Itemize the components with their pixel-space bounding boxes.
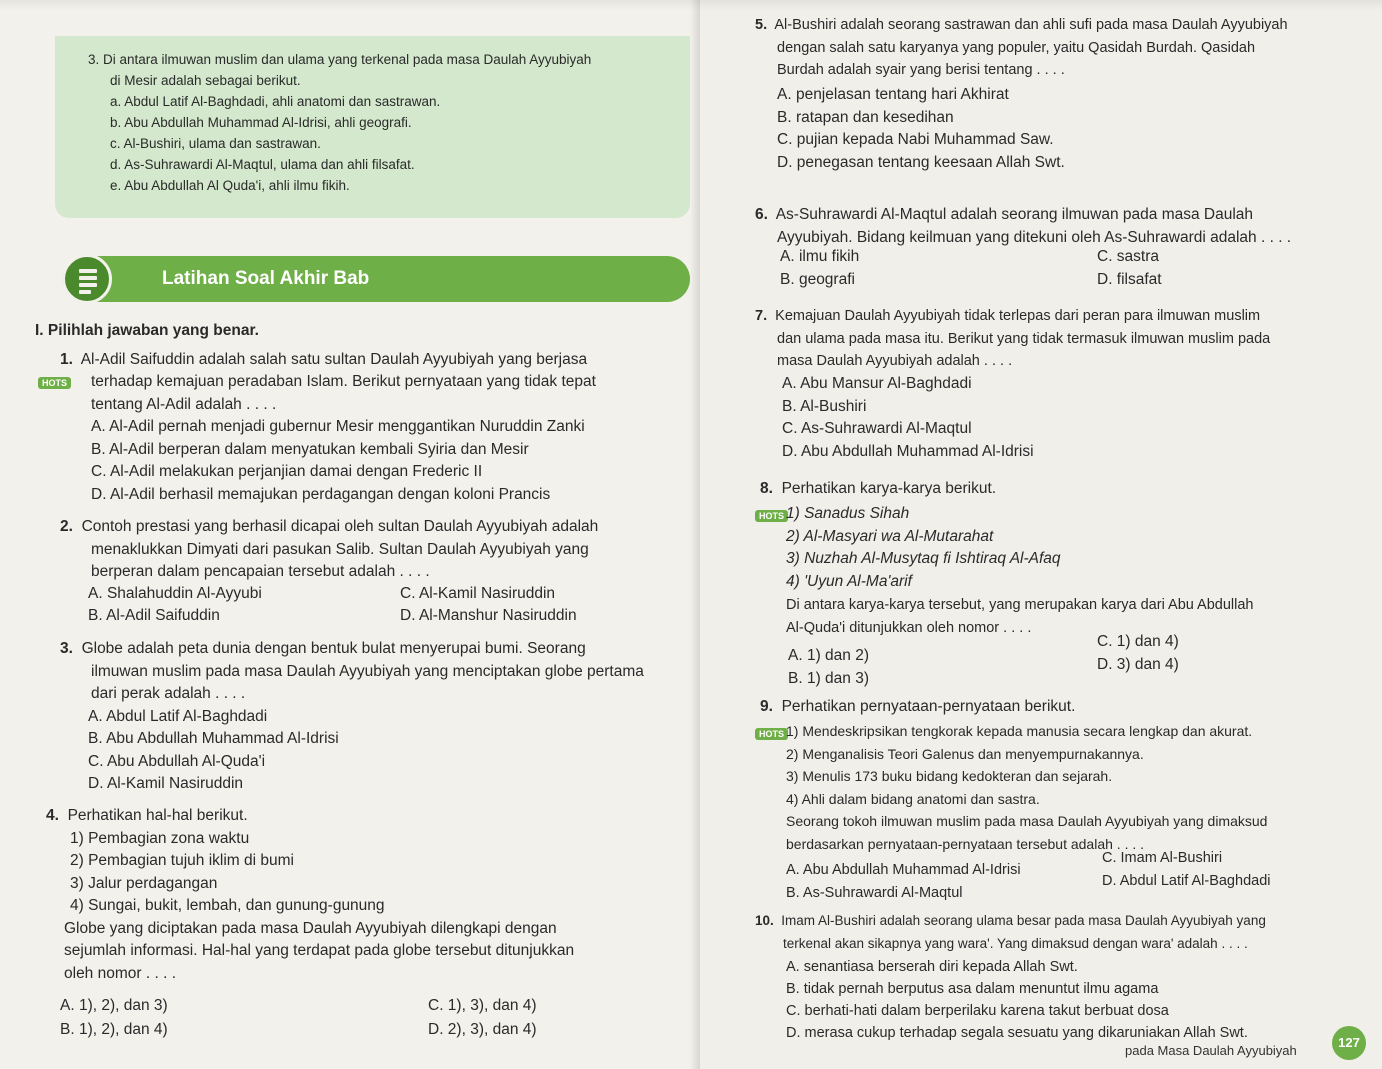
option: C. Al-Adil melakukan perjanjian damai dengan Frederic II [91, 463, 483, 480]
option: C. Imam Al-Bushiri [1102, 850, 1223, 866]
list-item: 1) Mendeskripsikan tengkorak kepada manusia secara lengkap dan akurat. [786, 723, 1253, 739]
option: B. 1) dan 3) [788, 670, 869, 687]
list-item: 2) Menganalisis Teori Galenus dan menyempurnakannya. [786, 745, 1144, 762]
recap-item: c. Al-Bushiri, ulama dan sastrawan. [110, 136, 321, 151]
option: B. Al-Adil Saifuddin [88, 607, 220, 624]
option: C. pujian kepada Nabi Muhammad Saw. [777, 131, 1054, 148]
option: D. Al-Adil berhasil memajukan perdagangan dengan koloni Prancis [91, 485, 551, 503]
option: B. tidak pernah berputus asa dalam menuntut ilmu agama [786, 981, 1159, 997]
recap-item: a. Abdul Latif Al-Baghdadi, ahli anatomi dan sastrawan. [110, 94, 441, 109]
recap-question: 3. Di antara ilmuwan muslim dan ulama yang terkenal pada masa Daulah Ayyubiyah di Mesir adalah sebagai berikut. a. Abdul Latif Al-Baghdadi, ahli anatomi dan sastrawan. b. Abu Abdullah Muhammad Al-Idrisi, ahli geografi. c. Al-Bushiri, ulama dan sastrawan. d. As-Suhrawardi Al-Maqtul, ulama dan ahli filsafat. e. Abu Abdullah Al Quda'i, ahli ilmu fikih. [88, 49, 591, 196]
recap-item: b. Abu Abdullah Muhammad Al-Idrisi, ahli geografi. [110, 115, 412, 130]
option: B. Abu Abdullah Muhammad Al-Idrisi [88, 730, 339, 747]
option: B. 1), 2), dan 4) [60, 1021, 168, 1038]
option: A. 1) dan 2) [788, 647, 869, 664]
recap-box [55, 36, 690, 218]
section-heading: I. Pilihlah jawaban yang benar. [35, 322, 259, 339]
question-6: 6. As-Suhrawardi Al-Maqtul adalah seorang ilmuwan pada masa Daulah Ayyubiyah. Bidang keilmuan yang ditekuni oleh As-Suhrawardi adalah . . . . [755, 206, 1292, 246]
option: C. 1), 3), dan 4) [428, 997, 537, 1014]
section-banner [62, 256, 690, 302]
option: C. Al-Kamil Nasiruddin [400, 585, 556, 602]
option: A. Abu Abdullah Muhammad Al-Idrisi [786, 862, 1021, 878]
option: D. penegasan tentang keesaan Allah Swt. [777, 153, 1065, 171]
option: A. Abdul Latif Al-Baghdadi [88, 707, 268, 725]
option: A. senantiasa berserah diri kepada Allah Swt. [786, 959, 1078, 975]
list-item: 4) 'Uyun Al-Ma'arif [786, 572, 912, 590]
left-page: 3. Di antara ilmuwan muslim dan ulama yang terkenal pada masa Daulah Ayyubiyah di Mesir adalah sebagai berikut. a. Abdul Latif Al-Baghdadi, ahli anatomi dan sastrawan. b. Abu Abdullah Muhammad Al-Idrisi, ahli geografi. c. Al-Bushiri, ulama dan sastrawan. d. As-Suhrawardi Al-Maqtul, ulama dan ahli filsafat. e. Abu Abdullah Al Quda'i, ahli ilmu fikih. Latihan Soal Akhir Bab I. Pilihlah jawaban yang benar. 1. Al-Adil Saifuddin adalah salah satu sultan Daulah Ayyubiyah yang berjasa HOTS terhadap kemajuan peradaban Islam. Berikut pernyataan yang tidak tepat tentang Al-Adil adalah . . . . A. Al-Adil pernah menjadi gubernur Mesir menggantikan Nuruddin Zanki B. Al-Adil berperan dalam menyatukan kembali Syiria dan Mesir C. Al-Adil melakukan perjanjian damai dengan Frederic II D. Al-Adil berhasil memajukan perdagangan dengan koloni Prancis 2. Contoh prestasi yang berhasil dicapai oleh sultan Daulah Ayyubiyah adalah menaklukkan Dimyati dari pasukan Salib. Sultan Daulah Ayyubiyah yang berperan dalam pencapaian tersebut adalah . . . . A. Shalahuddin Al-Ayyubi B. Al-Adil Saifuddin C. Al-Kamil Nasiruddin D. Al-Manshur Nasiruddin 3. Globe adalah peta dunia dengan bentuk bulat menyerupai bumi. Seorang ilmuwan muslim pada masa Daulah Ayyubiyah yang menciptakan globe pertama dari perak adalah . . . . A. Abdul Latif Al-Baghdadi B. Abu Abdullah Muhammad Al-Idrisi C. Abu Abdullah Al-Quda'i D. Al-Kamil Nasiruddin 4. Perhatikan hal-hal berikut. 1) Pembagian zona waktu 2) Pembagian tujuh iklim di bumi 3) Jalur perdagangan 4) Sungai, bukit, lembah, dan gunung-gunung Globe yang diciptakan pada masa Daulah Ayyubiyah dilengkapi dengan sejumlah informasi. Hal-hal yang terdapat pada globe tersebut ditunjukkan oleh nomor . . . . A. 1), 2), dan 3) B. 1), 2), dan 4) C. 1), 3), dan 4) D. 2), 3), dan 4) [0, 0, 700, 1069]
question-9: 9. Perhatikan pernyataan-pernyataan berikut. [760, 698, 1076, 715]
option: B. geografi [780, 271, 855, 288]
hots-badge: HOTS [755, 728, 788, 740]
list-item: 2) Al-Masyari wa Al-Mutarahat [786, 527, 994, 545]
option: A. 1), 2), dan 3) [60, 997, 168, 1014]
question-3: 3. Globe adalah peta dunia dengan bentuk bulat menyerupai bumi. Seorang ilmuwan muslim pada masa Daulah Ayyubiyah yang menciptakan globe pertama dari perak adalah . . . . A. Abdul Latif Al-Baghdadi B. Abu Abdullah Muhammad Al-Idrisi C. Abu Abdullah Al-Quda'i D. Al-Kamil Nasiruddin [60, 638, 644, 796]
right-page: 5. Al-Bushiri adalah seorang sastrawan dan ahli sufi pada masa Daulah Ayyubiyah dengan salah satu karyanya yang populer, yaitu Qasidah Burdah. Qasidah Burdah adalah syair yang berisi tentang . . . . A. penjelasan tentang hari Akhirat B. ratapan dan kesedihan C. pujian kepada Nabi Muhammad Saw. D. penegasan tentang keesaan Allah Swt. 6. As-Suhrawardi Al-Maqtul adalah seorang ilmuwan pada masa Daulah Ayyubiyah. Bidang keilmuan yang ditekuni oleh As-Suhrawardi adalah . . . . A. ilmu fikih B. geografi C. sastra D. filsafat 7. Kemajuan Daulah Ayyubiyah tidak terlepas dari peran para ilmuwan muslim dan ulama pada masa itu. Berikut yang tidak termasuk ilmuwan muslim pada masa Daulah Ayyubiyah adalah . . . . A. Abu Mansur Al-Baghdadi B. Al-Bushiri C. As-Suhrawardi Al-Maqtul D. Abu Abdullah Muhammad Al-Idrisi 8. Perhatikan karya-karya berikut. HOTS 1) Sanadus Sihah 2) Al-Masyari wa Al-Mutarahat 3) Nuzhah Al-Musytaq fi Ishtiraq Al-Afaq 4) 'Uyun Al-Ma'arif Di antara karya-karya tersebut, yang merupakan karya dari Abu Abdullah Al-Quda'i ditunjukkan oleh nomor . . . . A. 1) dan 2) B. 1) dan 3) C. 1) dan 4) D. 3) dan 4) 9. Perhatikan pernyataan-pernyataan berikut. HOTS 1) Mendeskripsikan tengkorak kepada manusia secara lengkap dan akurat. 2) Menganalisis Teori Galenus dan menyempurnakannya. 3) Menulis 173 buku bidang kedokteran dan sejarah. 4) Ahli dalam bidang anatomi dan sastra. Seorang tokoh ilmuwan muslim pada masa Daulah Ayyubiyah yang dimaksud berdasarkan pernyataan-pernyataan tersebut adalah . . . . A. Abu Abdullah Muhammad Al-Idrisi B. As-Suhrawardi Al-Maqtul C. Imam Al-Bushiri D. Abdul Latif Al-Baghdadi 10. Imam Al-Bushiri adalah seorang ulama besar pada masa Daulah Ayyubiyah yang terkenal akan sikapnya yang wara'. Yang dimaksud dengan wara' adalah . . . . A. senantiasa berserah diri kepada Allah Swt. B. tidak pernah berputus asa dalam menuntut ilmu agama C. berhati-hati dalam berperilaku karena takut berbuat dosa D. merasa cukup terhadap segala sesuatu yang dikaruniakan Allah Swt. [700, 0, 1382, 1069]
question-8: 8. Perhatikan karya-karya berikut. [760, 480, 997, 497]
recap-item: d. As-Suhrawardi Al-Maqtul, ulama dan ahli filsafat. [110, 157, 415, 172]
list-item: 4) Ahli dalam bidang anatomi dan sastra. [786, 790, 1040, 807]
question-4: 4. Perhatikan hal-hal berikut. 1) Pembagian zona waktu 2) Pembagian tujuh iklim di bumi 3) Jalur perdagangan 4) Sungai, bukit, lembah, dan gunung-gunung Globe yang diciptakan pada masa Daulah Ayyubiyah dilengkapi dengan sejumlah informasi. Hal-hal yang terdapat pada globe tersebut ditunjukkan oleh nomor . . . . [46, 807, 575, 982]
option: A. ilmu fikih [780, 248, 860, 265]
list-item: 4) Sungai, bukit, lembah, dan gunung-gunung [70, 897, 385, 914]
option: D. Abdul Latif Al-Baghdadi [1102, 873, 1271, 889]
option: C. Abu Abdullah Al-Quda'i [88, 752, 266, 770]
question-7: 7. Kemajuan Daulah Ayyubiyah tidak terlepas dari peran para ilmuwan muslim dan ulama pada masa itu. Berikut yang tidak termasuk ilmuwan muslim pada masa Daulah Ayyubiyah adalah . . . . [755, 308, 1271, 369]
option: C. As-Suhrawardi Al-Maqtul [782, 420, 972, 437]
option: D. Abu Abdullah Muhammad Al-Idrisi [782, 442, 1034, 460]
list-item: 3) Menulis 173 buku bidang kedokteran dan sejarah. [786, 768, 1113, 784]
list-item: 1) Pembagian zona waktu [70, 829, 250, 847]
chapter-footer: pada Masa Daulah Ayyubiyah [1125, 1043, 1297, 1058]
option: C. sastra [1097, 248, 1160, 265]
hots-badge: HOTS [755, 510, 788, 522]
option: A. penjelasan tentang hari Akhirat [777, 86, 1009, 103]
option: D. merasa cukup terhadap segala sesuatu yang dikaruniakan Allah Swt. [786, 1025, 1248, 1041]
list-item: 1) Sanadus Sihah [786, 505, 910, 522]
recap-item: e. Abu Abdullah Al Quda'i, ahli ilmu fikih. [110, 178, 350, 193]
list-item: 2) Pembagian tujuh iklim di bumi [70, 852, 294, 869]
option: D. 3) dan 4) [1097, 656, 1179, 673]
option: C. 1) dan 4) [1097, 633, 1179, 650]
notebook-icon [62, 254, 112, 304]
list-item: 3) Jalur perdagangan [70, 874, 218, 892]
option: D. Al-Manshur Nasiruddin [400, 607, 577, 624]
question-10: 10. Imam Al-Bushiri adalah seorang ulama besar pada masa Daulah Ayyubiyah yang terkenal akan sikapnya yang wara'. Yang dimaksud dengan wara' adalah . . . . [755, 913, 1266, 951]
question-5: 5. Al-Bushiri adalah seorang sastrawan dan ahli sufi pada masa Daulah Ayyubiyah dengan salah satu karyanya yang populer, yaitu Qasidah Burdah. Qasidah Burdah adalah syair yang berisi tentang . . . . [755, 17, 1288, 78]
option: B. Al-Adil berperan dalam menyatukan kembali Syiria dan Mesir [91, 440, 529, 458]
option: C. berhati-hati dalam berperilaku karena takut berbuat dosa [786, 1003, 1169, 1019]
option: B. ratapan dan kesedihan [777, 108, 954, 126]
list-item: 3) Nuzhah Al-Musytaq fi Ishtiraq Al-Afaq [786, 550, 1061, 567]
hots-badge: HOTS [38, 377, 71, 389]
option: A. Al-Adil pernah menjadi gubernur Mesir menggantikan Nuruddin Zanki [91, 418, 585, 435]
option: D. 2), 3), dan 4) [428, 1021, 537, 1038]
page-number: 127 [1332, 1026, 1366, 1060]
option: B. Al-Bushiri [782, 397, 867, 415]
option: A. Shalahuddin Al-Ayyubi [88, 585, 262, 602]
option: D. Al-Kamil Nasiruddin [88, 775, 244, 792]
question-2: 2. Contoh prestasi yang berhasil dicapai oleh sultan Daulah Ayyubiyah adalah menaklukkan Dimyati dari pasukan Salib. Sultan Daulah Ayyubiyah yang berperan dalam pencapaian tersebut adalah . . . . [60, 518, 599, 580]
banner-title: Latihan Soal Akhir Bab [162, 268, 370, 289]
option: A. Abu Mansur Al-Baghdadi [782, 375, 972, 392]
question-1: 1. Al-Adil Saifuddin adalah salah satu sultan Daulah Ayyubiyah yang berjasa [60, 351, 588, 368]
option: D. filsafat [1097, 271, 1162, 288]
option: B. As-Suhrawardi Al-Maqtul [786, 885, 963, 901]
